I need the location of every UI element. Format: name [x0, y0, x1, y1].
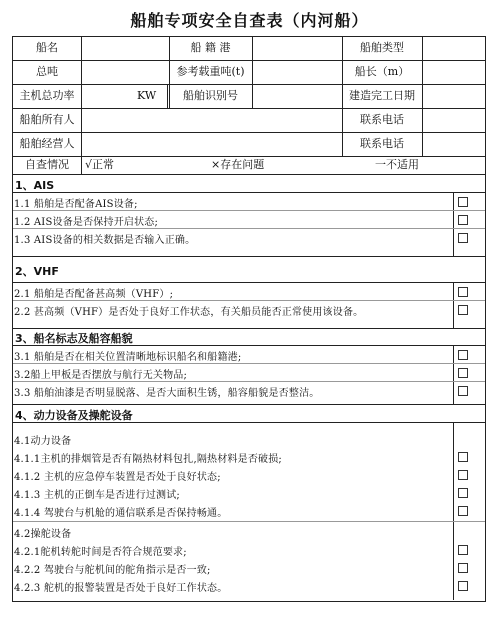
checkbox[interactable] — [458, 488, 468, 498]
check-item: 3.3 船舶油漆是否明显脱落、是否大面积生锈，船容船貌是否整洁。 — [14, 388, 320, 399]
check-item: 4.1.4 驾驶台与机舱的通信联系是否保持畅通。 — [14, 508, 228, 519]
check-item: 2.1 船舶是否配备甚高频（VHF）; — [14, 289, 174, 300]
grid-line — [13, 328, 485, 329]
grid-line — [13, 345, 485, 346]
label-owner-phone: 联系电话 — [360, 113, 404, 126]
grid-line — [453, 282, 454, 328]
label-ship-operator: 船舶经营人 — [19, 137, 75, 150]
label-self-check: 自查情况 — [25, 158, 69, 171]
grid-line — [13, 156, 485, 157]
unit-kw: KW — [137, 89, 157, 102]
grid-line — [453, 422, 454, 600]
check-item: 3.1 船舶是否在相关位置清晰地标识船名和船籍港; — [14, 352, 242, 363]
check-item: 2.2 甚高频（VHF）是否处于良好工作状态，有关船员能否正常使用该设备。 — [14, 307, 364, 318]
grid-line — [13, 132, 485, 133]
grid-line — [13, 422, 485, 423]
page-title: 船舶专项安全自查表（内河船） — [130, 11, 369, 30]
grid-line — [422, 108, 423, 156]
checkbox[interactable] — [458, 215, 468, 225]
legend-not-applicable: 一不适用 — [375, 158, 419, 171]
grid-line — [13, 256, 485, 257]
section-title-power-steering: 4、动力设备及操舵设备 — [15, 409, 133, 422]
label-ship-owner: 船舶所有人 — [19, 113, 75, 126]
check-item: 4.1.2 主机的应急停车装置是否处于良好状态; — [14, 472, 221, 483]
check-item: 4.2.2 驾驶台与舵机间的舵角指示是否一致; — [14, 565, 211, 576]
checkbox[interactable] — [458, 287, 468, 297]
check-item: 1.2 AIS设备是否保持开启状态; — [14, 217, 159, 228]
label-build-date: 建造完工日期 — [349, 89, 415, 102]
check-item: 4.1.3 主机的正倒车是否进行过测试; — [14, 490, 180, 501]
grid-line — [13, 60, 485, 61]
checkbox[interactable] — [458, 386, 468, 396]
checkbox[interactable] — [458, 233, 468, 243]
grid-line — [81, 37, 82, 174]
section-title-vhf: 2、VHF — [15, 265, 59, 278]
group-title-power: 4.1动力设备 — [14, 436, 72, 447]
checkbox[interactable] — [458, 470, 468, 480]
grid-line — [13, 108, 485, 109]
label-deadweight: 参考载重吨(t) — [176, 65, 245, 78]
group-title-steering: 4.2操舵设备 — [14, 529, 72, 540]
section-title-ship-name-appearance: 3、船名标志及船容船貌 — [15, 332, 133, 345]
label-ship-type: 船舶类型 — [360, 41, 404, 54]
label-ship-id: 船舶识别号 — [183, 89, 238, 102]
self-check-form — [12, 36, 486, 602]
checkbox[interactable] — [458, 581, 468, 591]
check-item: 3.2船上甲板是否摆放与航行无关物品; — [14, 370, 188, 381]
grid-line — [13, 282, 485, 283]
checkbox[interactable] — [458, 506, 468, 516]
checkbox[interactable] — [458, 197, 468, 207]
grid-line — [13, 84, 485, 85]
checkbox[interactable] — [458, 305, 468, 315]
check-item: 4.2.3 舵机的报警装置是否处于良好工作状态。 — [14, 583, 228, 594]
label-ship-name: 船名 — [36, 41, 58, 54]
grid-line — [167, 84, 168, 108]
check-item: 1.1 船舶是否配备AIS设备; — [14, 199, 138, 210]
checkbox[interactable] — [458, 545, 468, 555]
checkbox[interactable] — [458, 563, 468, 573]
legend-normal: √正常 — [85, 158, 115, 171]
grid-line — [453, 192, 454, 256]
grid-line — [13, 192, 485, 193]
label-main-engine-power: 主机总功率 — [19, 89, 75, 102]
label-operator-phone: 联系电话 — [360, 137, 404, 150]
grid-line — [13, 404, 485, 405]
check-item: 1.3 AIS设备的相关数据是否输入正确。 — [14, 235, 196, 246]
checkbox[interactable] — [458, 452, 468, 462]
grid-line — [252, 84, 253, 108]
grid-line — [422, 84, 423, 108]
label-gross-tonnage: 总吨 — [36, 65, 58, 78]
label-ship-length: 船长（m） — [354, 65, 410, 78]
checkbox[interactable] — [458, 368, 468, 378]
label-port-of-registry: 船 籍 港 — [190, 41, 231, 54]
check-item: 4.2.1舵机转舵时间是否符合规范要求; — [14, 547, 187, 558]
section-title-ais: 1、AIS — [15, 179, 55, 192]
check-item: 4.1.1主机的排烟管是否有隔热材料包扎,隔热材料是否破损; — [14, 454, 282, 465]
grid-line — [453, 345, 454, 404]
legend-problem: ×存在问题 — [211, 158, 265, 171]
grid-line — [13, 174, 485, 175]
checkbox[interactable] — [458, 350, 468, 360]
